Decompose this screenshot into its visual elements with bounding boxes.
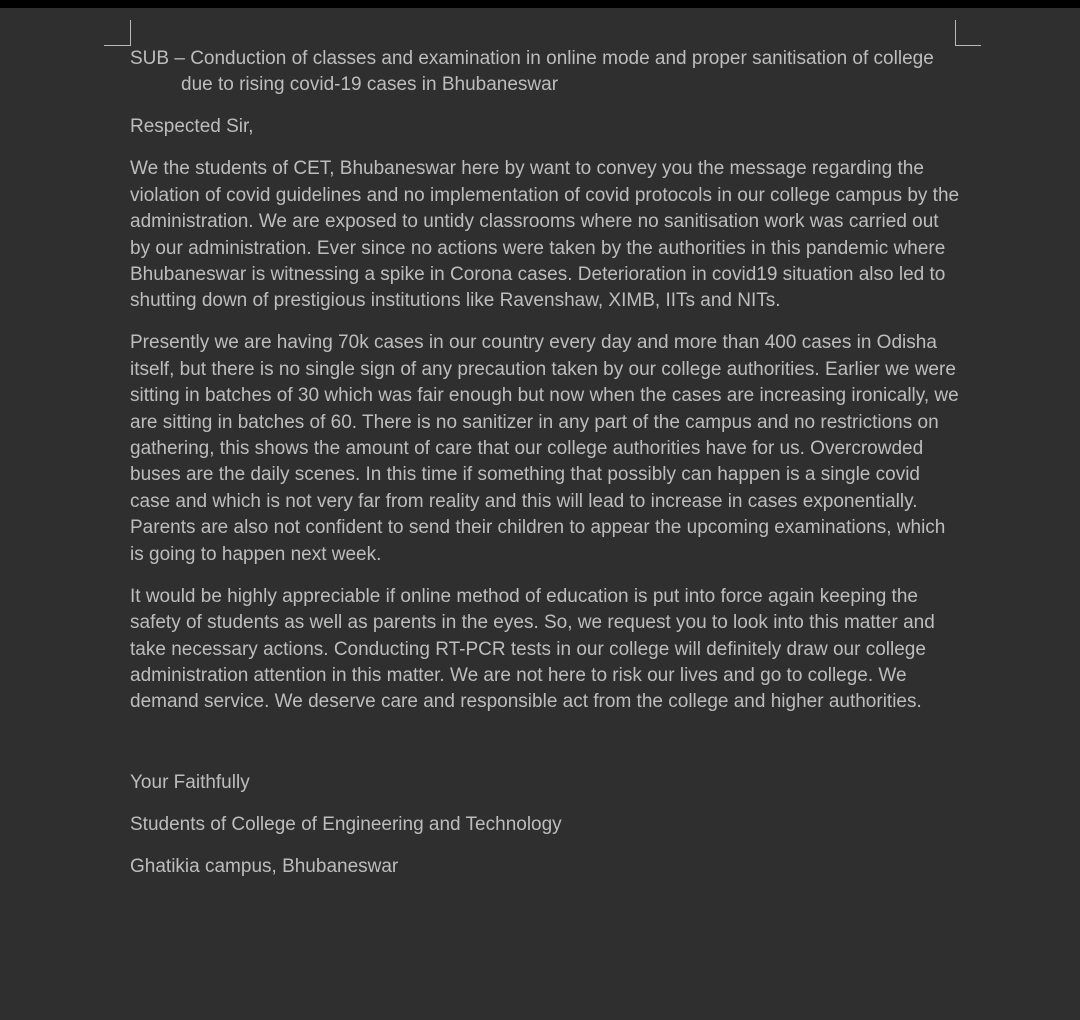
letter-closing: Your Faithfully	[130, 771, 250, 793]
letter-paragraph: It would be highly appreciable if online method of education is put into force again keeping the safety of students as well as parents in the eyes. So, we request you to look into this matter and take necessary actions. Conducting RT-PCR tests in our college will definitely draw our college administration attention in this matter. We are not here to risk our lives and go to college. We demand service. We deserve care and responsible act from the college and higher authorities.	[130, 585, 935, 713]
margin-mark-top-left	[130, 20, 131, 46]
margin-mark-top-right	[955, 20, 956, 46]
letter-salutation: Respected Sir,	[130, 116, 254, 138]
document-page[interactable]	[0, 8, 1080, 1020]
signature-line: Ghatikia campus, Bhubaneswar	[130, 855, 399, 877]
letter-subject: SUB – Conduction of classes and examination in online mode and proper sanitisation of college due to rising covid-19 cases in Bhubaneswar	[130, 48, 934, 96]
letter-body[interactable]	[130, 46, 960, 880]
signature-line: Students of College of Engineering and Technology	[130, 813, 562, 835]
letter-paragraph: Presently we are having 70k cases in our country every day and more than 400 cases in Odisha itself, but there is no single sign of any precaution taken by our college authorities. Earlier we were sitting in batches of 30 which was fair enough but now when the cases are increasing ironically, we are sitting in batches of 60. There is no sanitizer in any part of the campus and no restrictions on gathering, this shows the amount of care that our college authorities have for us. Overcrowded buses are the daily scenes. In this time if something that possibly can happen is a single covid case and which is not very far from reality and this will lead to increase in cases exponentially. Parents are also not confident to send their children to appear the upcoming examinations, which is going to happen next week.	[130, 332, 959, 565]
letter-paragraph: We the students of CET, Bhubaneswar here by want to convey you the message regarding the violation of covid guidelines and no implementation of covid protocols in our college campus by the administration. We are exposed to untidy classrooms where no sanitisation work was carried out by our administration. Ever since no actions were taken by the authorities in this pandemic where Bhubaneswar is witnessing a spike in Corona cases. Deterioration in covid19 situation also led to shutting down of prestigious institutions like Ravenshaw, XIMB, IITs and NITs.	[130, 158, 960, 312]
status-bar	[0, 0, 1080, 8]
margin-mark-top-left-horizontal	[104, 45, 130, 46]
blank-line	[130, 716, 960, 770]
